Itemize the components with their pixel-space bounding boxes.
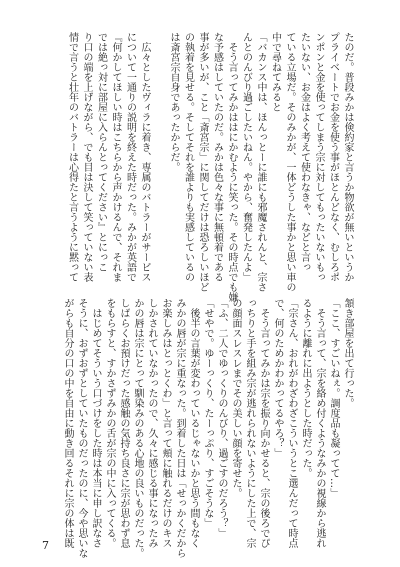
text-line: そう言って、宗を絡め付くようなみかの視線から逃れ	[314, 298, 325, 548]
upper-text-block	[64, 32, 354, 302]
text-line: そう言ってみかは宗を振り向かせると、宗の後ろでぴ	[258, 298, 269, 548]
text-line: がらも自分の口の中を自由に動き回るそれに宗の体は既	[62, 298, 73, 548]
text-line: はじめてそういう口づけをした時は本当に申し訳なさ	[90, 298, 101, 548]
text-line: んとのんびり過ごしたいねん。やから、奮発したんよ」	[240, 32, 252, 282]
text-line: 「ふ、二人でゆっくりのんびり、過ごすのだろう？」	[216, 298, 227, 538]
text-line: について一通りの説明を終えた時だった。みかが英語で	[124, 32, 136, 282]
lower-text-block	[60, 298, 354, 558]
text-line: な予感はしていたのだ。みかは色々な事に無頓着である	[211, 32, 223, 282]
text-line: 情で言うと壮年のバトラーは心得たと言うように黙って	[66, 32, 78, 282]
text-line: り口の端を上げながら、でも目は決して笑っていない表	[81, 32, 92, 282]
blank-line	[151, 32, 166, 288]
text-line: をもらすと、すかさずみかの舌が宗の中に入ってくる。	[104, 298, 115, 548]
text-line: るように離れに出ようとした時だった。	[300, 298, 311, 478]
text-line: そう言ってみかははにかむように笑った。その時点でも嫌	[226, 32, 237, 302]
text-line: 「宗さん、おれがわざわざこういうとこ選んだって時点	[286, 298, 297, 548]
text-line: 中で尋ねてみると	[269, 32, 281, 112]
page-number: 7	[42, 539, 49, 552]
text-line: 『何かしてほしい時はこちらから声かけるんで、それま	[110, 32, 121, 282]
text-line: ンポンと金を使ってしまう宗に対してもったいないもっ	[313, 32, 324, 282]
text-line: の顔面スレスレまでその美しい顔を寄せた。	[230, 298, 241, 498]
text-line: 後半の言葉が変わっているじゃないかと思う間もなく	[188, 298, 199, 548]
text-line: ている立場だ。そのみかが、一体どうした事かと思い車の	[284, 32, 295, 292]
text-line: たいない、お金はよく考えて使わなきゃ、などと言っ	[298, 32, 310, 272]
text-line: たのだ。普段みかは倹約家と言うか物欲が無いというか	[342, 32, 353, 282]
text-line: 「バカンス中は、ほんっとーに誰にも邪魔されんと、宗さ	[255, 32, 266, 292]
text-line: みかの唇が宗に重なった。到着した日は「せっかくだから	[174, 298, 185, 558]
text-line: っちりと手を組み宗が逃れられないようにした上で、宗	[244, 298, 255, 548]
text-line: お楽しみはとっとくわ」と言って頬に触れるだけのキス	[160, 298, 171, 548]
text-line: 事が多いが、こと「斎宮宗」に関してだけは恐ろしいほど	[197, 32, 208, 292]
text-line: では絶っ対に部屋に入らんとってください』とにっこ	[95, 32, 107, 272]
text-line: 広々としたヴィラに着き、専属のバトラーがサービス	[139, 32, 150, 282]
text-line: で、何のためかわかってるやろ？」	[272, 298, 283, 458]
text-line: プライベートでお金を使う事がほとんどなく、むしろポ	[327, 32, 339, 282]
text-line: しばらくお預けだった感触の気持ち良さに宗が思わず息	[118, 298, 129, 548]
text-line: は斎宮宗自身であったからだ。	[168, 32, 179, 172]
text-line: 「ここ、すごいねぇ。調度品も凝ってて…」	[328, 298, 339, 498]
text-line: かの唇は宗にとって馴染みのある心地の良いものだった。	[132, 298, 143, 558]
text-line: の執着を見せる。そしてそれを誰よりも実感しているの	[182, 32, 194, 282]
text-line: 頷き部屋を出て行った。	[342, 298, 353, 408]
text-line: しかされていなかったので、久々に感じる事になったみ	[146, 298, 157, 548]
text-line: 「せやで。ゆーっくり、たーっぷり、すごそうな」	[202, 298, 213, 528]
text-line: そうに、おずおずとしていたものだったのに、今や思いな	[76, 298, 87, 558]
